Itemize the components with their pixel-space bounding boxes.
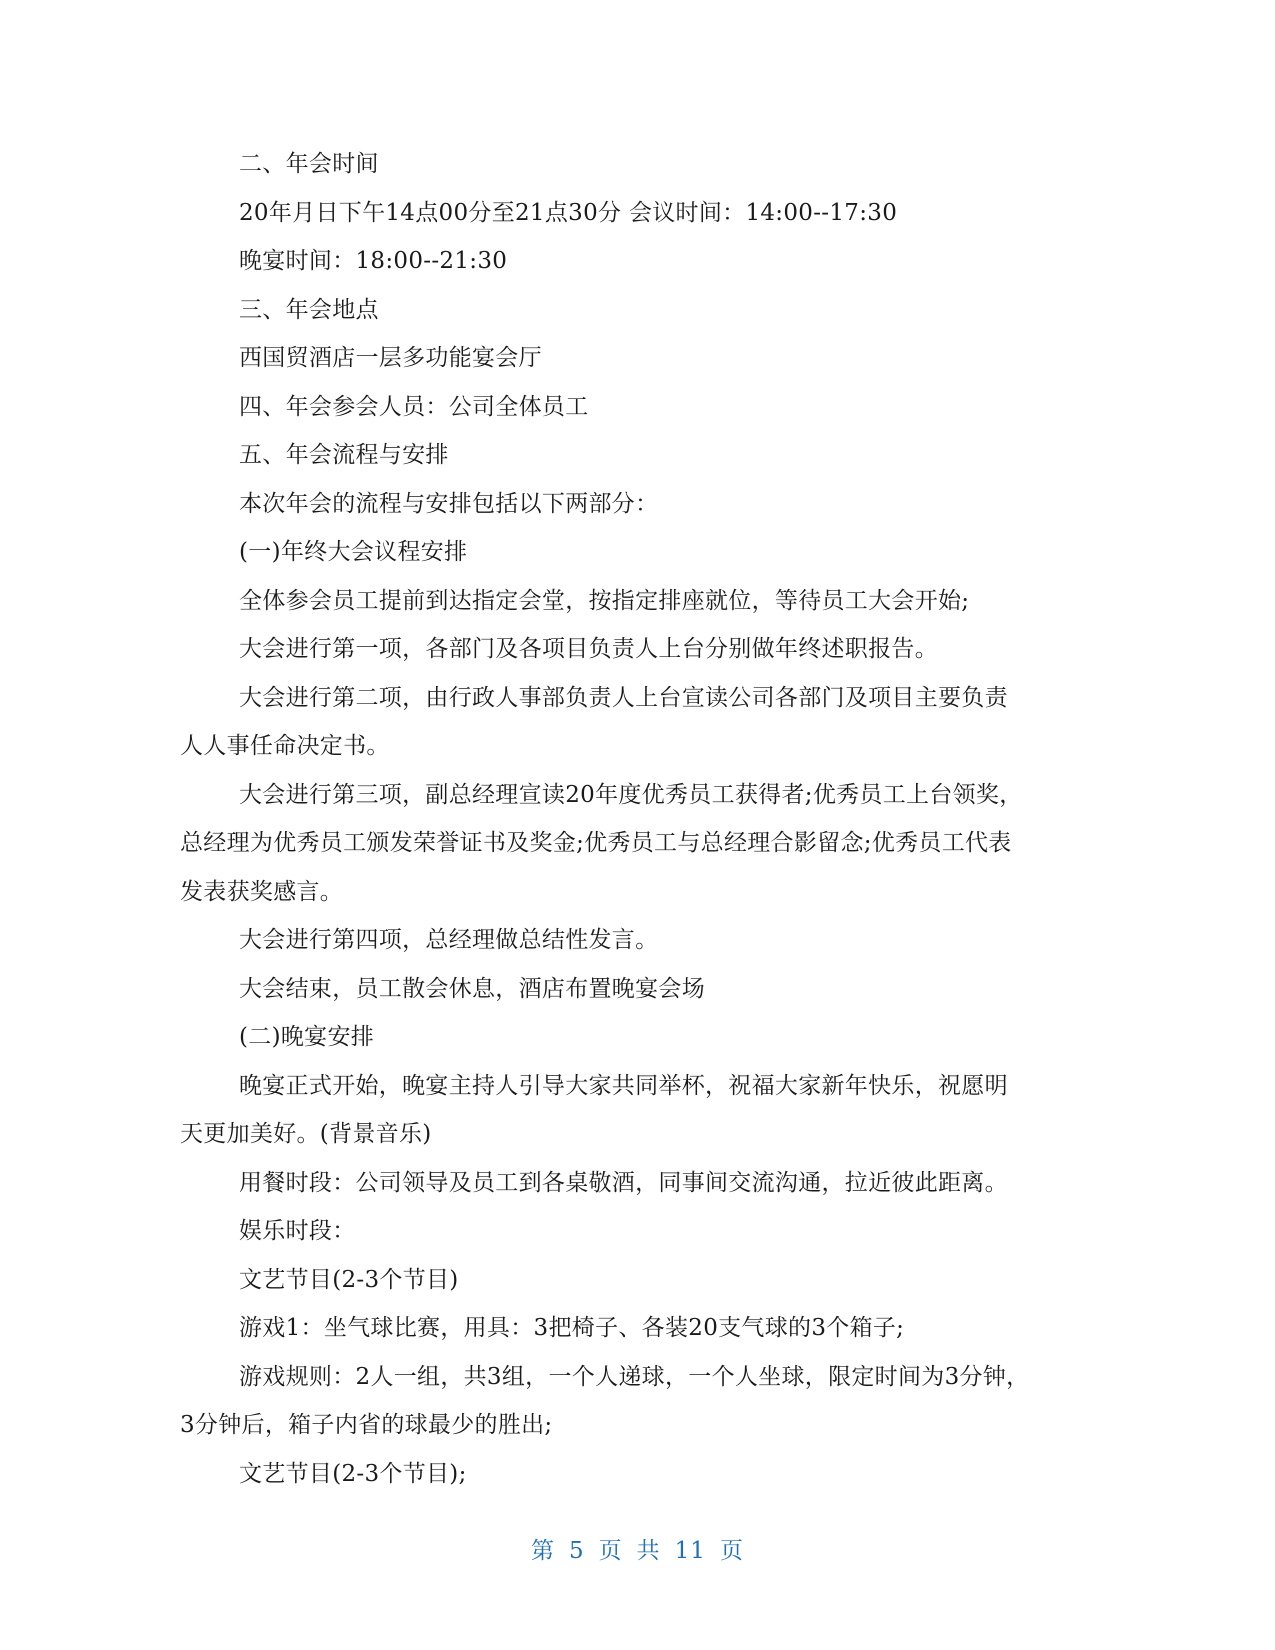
footer-word-ye-2: 页	[719, 1538, 744, 1564]
paragraph-item-4: 大会进行第四项，总经理做总结性发言。	[239, 927, 659, 953]
footer-current-page: 5	[569, 1538, 585, 1564]
paragraph-item-3-line-1: 大会进行第三项，副总经理宣读20年度优秀员工获得者;优秀员工上台领奖，	[239, 781, 1023, 808]
paragraph-performance-1: 文艺节目(2-3个节目)	[239, 1266, 459, 1293]
paragraph-banquet-time: 晚宴时间：18:00--21:30	[239, 248, 508, 274]
page-footer	[0, 1532, 1275, 1565]
paragraph-game-rules-line-1: 游戏规则：2人一组，共3组，一个人递球，一个人坐球，限定时间为3分钟，	[239, 1363, 1030, 1390]
paragraph-performance-2: 文艺节目(2-3个节目);	[239, 1460, 467, 1487]
paragraph-item-3-line-2: 总经理为优秀员工颁发荣誉证书及奖金;优秀员工与总经理合影留念;优秀员工代表	[180, 830, 1012, 856]
paragraph-meeting-prep: 全体参会员工提前到达指定会堂，按指定排座就位，等待员工大会开始;	[239, 587, 970, 614]
subsection-heading-banquet: (二)晚宴安排	[239, 1024, 375, 1050]
subsection-heading-meeting: (一)年终大会议程安排	[239, 539, 468, 565]
paragraph-process-intro: 本次年会的流程与安排包括以下两部分：	[239, 490, 659, 517]
document-body	[180, 140, 1050, 1498]
footer-word-ye: 页	[598, 1538, 623, 1564]
paragraph-item-3-line-3: 发表获奖感言。	[180, 878, 344, 905]
paragraph-date-time: 20年月日下午14点00分至21点30分 会议时间：14:00--17:30	[239, 199, 898, 226]
paragraph-item-1: 大会进行第一项，各部门及各项目负责人上台分别做年终述职报告。	[239, 636, 938, 662]
paragraph-dining: 用餐时段：公司领导及员工到各桌敬酒，同事间交流沟通，拉近彼此距离。	[239, 1169, 1008, 1196]
footer-total-pages: 11	[674, 1538, 706, 1564]
section-heading-attendees: 四、年会参会人员：公司全体员工	[239, 393, 589, 420]
section-heading-process: 五、年会流程与安排	[239, 442, 449, 468]
paragraph-game-rules-line-2: 3分钟后，箱子内省的球最少的胜出;	[180, 1412, 553, 1438]
paragraph-entertainment: 娱乐时段：	[239, 1218, 356, 1244]
footer-word-di: 第	[531, 1538, 556, 1564]
paragraph-item-2-line-2: 人人事任命决定书。	[180, 733, 390, 759]
paragraph-banquet-start-line-1: 晚宴正式开始，晚宴主持人引导大家共同举杯，祝福大家新年快乐，祝愿明	[239, 1072, 1008, 1099]
paragraph-game-1: 游戏1：坐气球比赛，用具：3把椅子、各装20支气球的3个箱子;	[239, 1315, 905, 1341]
paragraph-location: 西国贸酒店一层多功能宴会厅	[239, 345, 542, 371]
paragraph-item-2-line-1: 大会进行第二项，由行政人事部负责人上台宣读公司各部门及项目主要负责	[239, 684, 1008, 711]
footer-word-gong: 共	[636, 1538, 661, 1564]
paragraph-meeting-end: 大会结束，员工散会休息，酒店布置晚宴会场	[239, 975, 705, 1002]
section-heading-time: 二、年会时间	[239, 151, 379, 177]
section-heading-location: 三、年会地点	[239, 296, 379, 323]
paragraph-banquet-start-line-2: 天更加美好。(背景音乐)	[180, 1121, 432, 1147]
